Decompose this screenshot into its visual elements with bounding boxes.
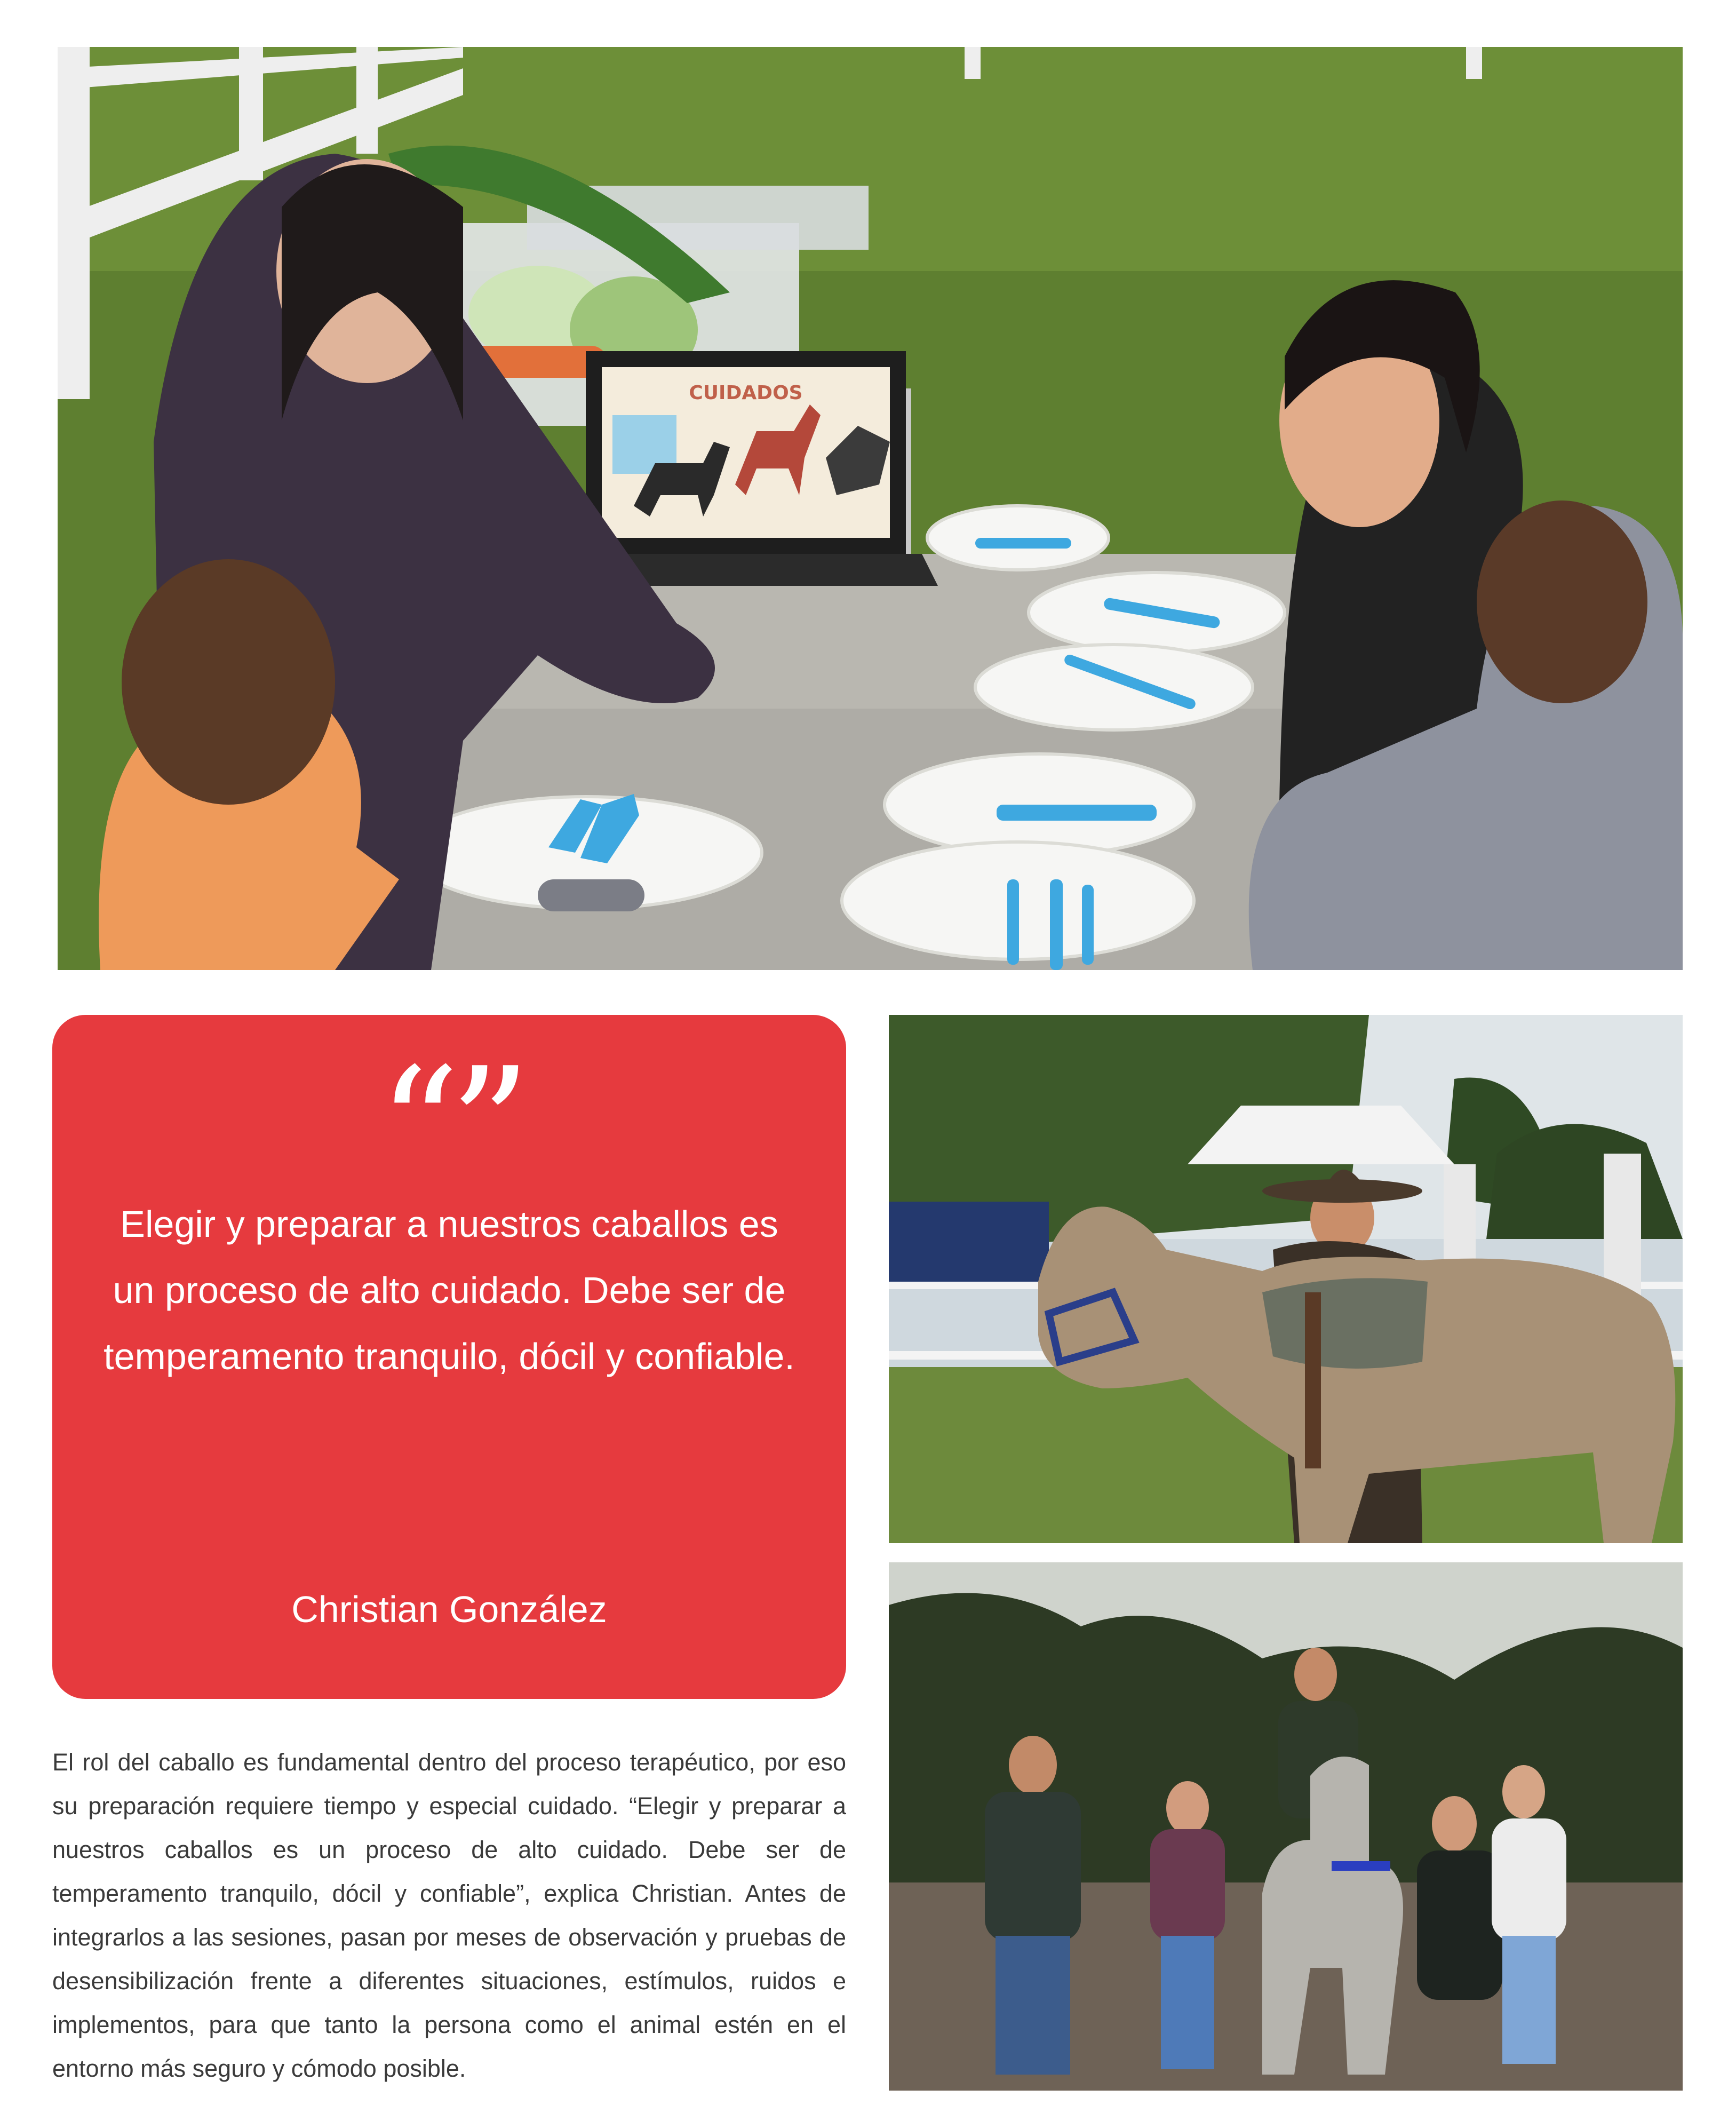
quote-marks-icon: “”: [378, 1034, 521, 1220]
article-paragraph: El rol del caballo es fundamental dentro del proceso terapéutico, por eso su preparación requiere tiempo y especial cuidado. “Elegir y preparar a nuestros caballos es un proceso de alto cuidado. Debe ser de temperamento tranquilo, dócil y confiable”, explica Christian. Antes de integrarlos a las sesiones, pasan por meses de observación y pruebas de desensibilización frente a diferentes situaciones, estímulos, ruidos e implementos, para que tanto la persona como el animal estén en el entorno más seguro y cómodo posible.: [52, 1749, 846, 2082]
quote-text: Elegir y preparar a nuestros caballos es un proceso de alto cuidado. Debe ser de temperamento tranquilo, dócil y confiable.: [103, 1203, 795, 1377]
photo-man-with-horse: [889, 1015, 1683, 1543]
photo-table-workshop: [58, 47, 1683, 970]
group-with-horse-illustration: [889, 1562, 1683, 2091]
photo-group-with-horse: [889, 1562, 1683, 2091]
quote-author: Christian González: [291, 1588, 607, 1630]
man-with-horse-illustration: [889, 1015, 1683, 1543]
table-workshop-illustration: [58, 47, 1683, 970]
laptop-slide-title: CUIDADOS: [689, 382, 803, 404]
quote-card: [52, 1015, 846, 1699]
